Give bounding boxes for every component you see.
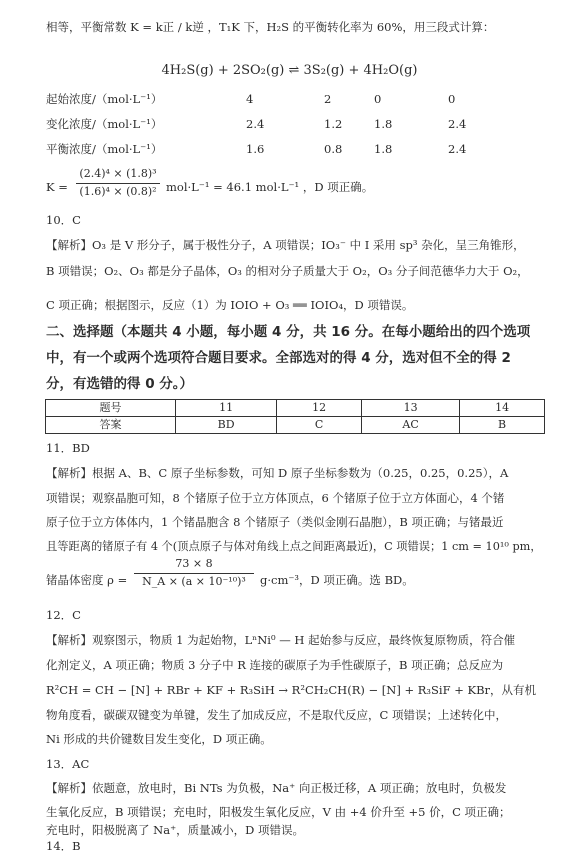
q12-explanation-line: 化剂定义，A 项正确；物质 3 分子中 R 连接的碳原子为手性碳原子，B 项正确；总反应为 <box>46 658 504 672</box>
q13-explanation-line: 充电时，阳极脱离了 Na⁺，质量减小，D 项错误。 <box>46 823 305 837</box>
table-cell: 12 <box>277 400 362 417</box>
q10-explanation-line: B 项错误；O₂、O₃ 都是分子晶体，O₃ 的相对分子质量大于 O₂，O₃ 分子间范德华力大于 O₂， <box>46 264 529 278</box>
cell: 4 <box>246 92 254 106</box>
three-stage-row-equilibrium <box>46 142 546 160</box>
table-cell: 答案 <box>46 417 176 434</box>
q13-answer: 13．AC <box>46 757 90 771</box>
q10-answer: 10．C <box>46 213 81 227</box>
reaction-equation: 4H₂S(g) + 2SO₂(g) ⇌ 3S₂(g) + 4H₂O(g) <box>161 63 418 78</box>
q14-answer: 14．B <box>46 839 81 853</box>
row-label: 变化浓度/（mol·L⁻¹） <box>46 117 163 131</box>
q11-explanation-line: 原子位于立方体体内，1 个锗晶胞含 8 个锗原子（类似金刚石晶胞），B 项正确；与锗最近 <box>46 515 504 529</box>
cell: 2.4 <box>448 142 467 156</box>
section-heading-line: 中，有一个或两个选项符合题目要求。全部选对的得 4 分，选对但不全的得 2 <box>46 350 511 366</box>
cell: 1.8 <box>374 142 393 156</box>
row-label: 起始浓度/（mol·L⁻¹） <box>46 92 163 106</box>
cell: 0 <box>374 92 382 106</box>
density-denominator: N_A × (a × 10⁻¹⁰)³ <box>142 574 246 588</box>
answer-table <box>45 399 545 434</box>
table-cell: B <box>460 417 545 434</box>
cell: 1.6 <box>246 142 265 156</box>
q11-explanation-line: 【解析】根据 A、B、C 原子坐标参数，可知 D 原子坐标参数为（0.25，0.25，0.25），A <box>46 466 509 480</box>
three-stage-row-initial <box>46 92 546 110</box>
density-numerator: 73 × 8 <box>175 557 213 570</box>
table-cell: 11 <box>176 400 277 417</box>
cell: 2 <box>324 92 332 106</box>
q11-explanation-line: 且等距离的锗原子有 4 个(顶点原子与体对角线上点之间距离最近)，C 项错误；1 cm = 10¹⁰ pm， <box>46 540 542 553</box>
cell: 0.8 <box>324 142 343 156</box>
table-cell: 13 <box>361 400 459 417</box>
k-suffix: mol·L⁻¹ = 46.1 mol·L⁻¹ ，D 项正确。 <box>166 180 374 194</box>
q10-explanation-line: C 项正确；根据图示，反应（1）为 IOIO + O₃ ══ IOIO₄，D 项错误。 <box>46 298 414 312</box>
k-numerator: (2.4)⁴ × (1.8)³ <box>79 167 157 180</box>
q12-explanation-line: Ni 形成的共价键数目发生变化，D 项正确。 <box>46 732 272 746</box>
q13-explanation-line: 生氧化反应，B 项错误；充电时，阳极发生氧化反应，V 由 +4 价升至 +5 价，C 项正确； <box>46 805 511 819</box>
k-denominator: (1.6)⁴ × (0.8)² <box>79 184 157 198</box>
density-fraction <box>134 557 254 590</box>
section-heading-line: 二、选择题（本题共 4 小题，每小题 4 分，共 16 分。在每小题给出的四个选项 <box>46 324 531 340</box>
table-cell: BD <box>176 417 277 434</box>
cell: 2.4 <box>448 117 467 131</box>
q11-explanation-line: 项错误；观察晶胞可知，8 个锗原子位于立方体顶点，6 个锗原子位于立方体面心，4 个锗 <box>46 491 505 505</box>
cell: 0 <box>448 92 456 106</box>
k-fraction <box>76 167 160 200</box>
table-row <box>46 417 545 434</box>
fraction-bar <box>76 183 160 184</box>
q13-explanation-line: 【解析】依题意，放电时，Bi NTs 为负极，Na⁺ 向正极迁移，A 项正确；放电时，负极发 <box>46 781 507 795</box>
cell: 1.8 <box>374 117 393 131</box>
k-prefix: K = <box>46 180 68 194</box>
q12-answer: 12．C <box>46 608 81 622</box>
density-prefix: 锗晶体密度 ρ = <box>46 573 128 587</box>
table-cell: AC <box>361 417 459 434</box>
table-cell: 14 <box>460 400 545 417</box>
table-cell: C <box>277 417 362 434</box>
density-suffix: g·cm⁻³，D 项正确。选 BD。 <box>260 573 414 587</box>
intro-line: 相等，平衡常数 K = k正 / k逆 ，T₁K 下，H₂S 的平衡转化率为 60%，用三段式计算： <box>46 20 495 34</box>
q11-answer: 11．BD <box>46 441 90 455</box>
row-label: 平衡浓度/（mol·L⁻¹） <box>46 142 163 156</box>
cell: 2.4 <box>246 117 265 131</box>
three-stage-row-change <box>46 117 546 135</box>
fraction-bar <box>134 573 254 574</box>
section-heading-line: 分，有选错的得 0 分。） <box>46 376 194 392</box>
cell: 1.2 <box>324 117 343 131</box>
q12-explanation-line: R²CH = CH − [N] + RBr + KF + R₃SiH → R²CH₂CH(R) − [N] + R₃SiF + KBr，从有机 <box>46 683 537 697</box>
q10-explanation-line: 【解析】O₃ 是 V 形分子，属于极性分子，A 项错误；IO₃⁻ 中 I 采用 sp³ 杂化，呈三角锥形， <box>46 238 525 252</box>
table-cell: 题号 <box>46 400 176 417</box>
q12-explanation-line: 物角度看，碳碳双键变为单键，发生了加成反应，不是取代反应，C 项错误；上述转化中， <box>46 708 507 722</box>
q12-explanation-line: 【解析】观察图示，物质 1 为起始物，LⁿNi⁰ — H 起始参与反应，最终恢复原物质，符合催 <box>46 633 516 647</box>
table-row <box>46 400 545 417</box>
